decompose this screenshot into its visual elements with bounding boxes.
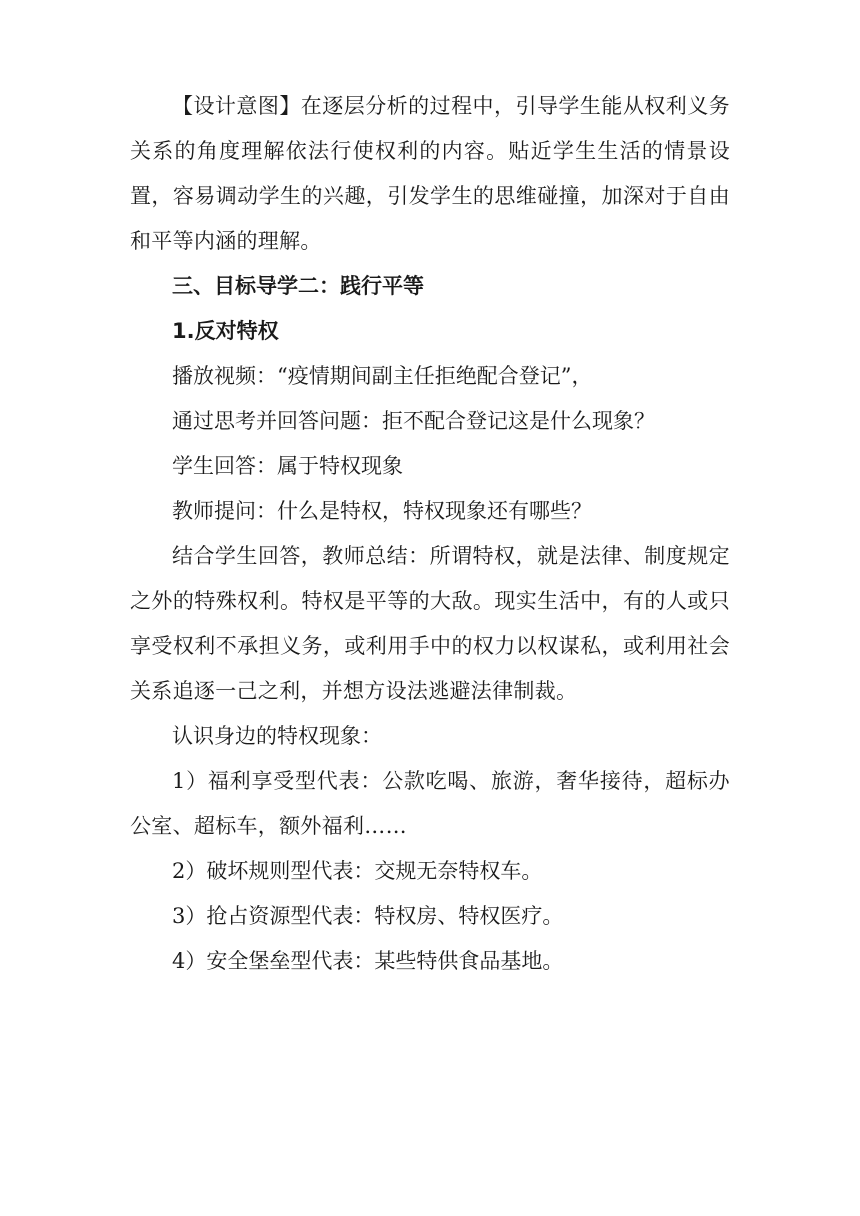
section-heading: 三、目标导学二：践行平等 — [172, 274, 424, 298]
teacher-question-line: 教师提问：什么是特权，特权现象还有哪些？ — [172, 499, 592, 523]
list-item: 2）破坏规则型代表：交规无奈特权车。 — [172, 859, 543, 883]
list-item: 3）抢占资源型代表：特权房、特权医疗。 — [172, 904, 564, 928]
question-line: 通过思考并回答问题：拒不配合登记这是什么现象？ — [172, 409, 655, 433]
video-line: 播放视频：“疫情期间副主任拒绝配合登记”， — [172, 364, 593, 388]
list-item: 1）福利享受型代表：公款吃喝、旅游，奢华接待，超标办公室、超标车，额外福利…… — [130, 769, 730, 838]
design-intent-paragraph: 【设计意图】在逐层分析的过程中，引导学生能从权利义务关系的角度理解依法行使权利的内容。贴近学生生活的情景设置，容易调动学生的兴趣，引发学生的思维碰撞，加深对于自由和平等内涵的理解。 — [130, 94, 730, 253]
recognize-intro: 认识身边的特权现象： — [172, 724, 382, 748]
student-answer-line: 学生回答：属于特权现象 — [172, 454, 403, 478]
list-item: 4）安全堡垒型代表：某些特供食品基地。 — [172, 949, 564, 973]
subheading: 1.反对特权 — [172, 319, 279, 343]
document-page — [130, 84, 730, 984]
summary-paragraph: 结合学生回答，教师总结：所谓特权，就是法律、制度规定之外的特殊权利。特权是平等的大敌。现实生活中，有的人或只享受权利不承担义务，或利用手中的权力以权谋私，或利用社会关系追逐一己之利，并想方设法逃避法律制裁。 — [130, 544, 730, 703]
